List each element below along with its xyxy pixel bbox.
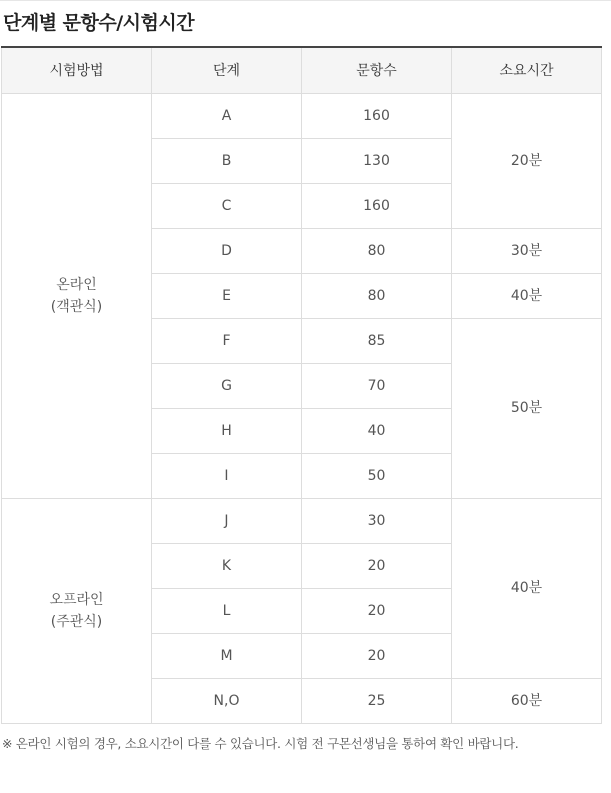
table-header-row	[2, 47, 602, 93]
count-cell: 50	[302, 453, 452, 498]
level-cell: M	[152, 633, 302, 678]
table-row	[2, 498, 602, 543]
level-cell: J	[152, 498, 302, 543]
method-offline-label: 오프라인	[49, 591, 104, 608]
duration-cell: 20분	[452, 93, 602, 228]
method-cell-offline	[2, 498, 152, 723]
method-online-type: (객관식)	[50, 298, 103, 315]
level-cell: K	[152, 543, 302, 588]
level-cell: N,O	[152, 678, 302, 723]
method-online-label: 온라인	[56, 276, 97, 293]
count-cell: 20	[302, 543, 452, 588]
method-offline-type: (주관식)	[50, 613, 103, 630]
count-cell: 70	[302, 363, 452, 408]
count-cell: 25	[302, 678, 452, 723]
count-cell: 80	[302, 228, 452, 273]
count-cell: 20	[302, 633, 452, 678]
page-title: 단계별 문항수/시험시간	[3, 12, 195, 34]
duration-cell: 40분	[452, 498, 602, 678]
header-level: 단계	[152, 47, 302, 93]
level-cell: B	[152, 138, 302, 183]
count-cell: 160	[302, 93, 452, 138]
level-cell: E	[152, 273, 302, 318]
count-cell: 20	[302, 588, 452, 633]
count-cell: 40	[302, 408, 452, 453]
footnote: ※ 온라인 시험의 경우, 소요시간이 다를 수 있습니다. 시험 전 구몬선생님을 통하여 확인 바랍니다.	[2, 736, 519, 751]
level-cell: A	[152, 93, 302, 138]
level-cell: F	[152, 318, 302, 363]
table-row	[2, 93, 602, 138]
count-cell: 85	[302, 318, 452, 363]
level-cell: D	[152, 228, 302, 273]
duration-cell: 60분	[452, 678, 602, 723]
method-cell-online	[2, 93, 152, 498]
level-cell: L	[152, 588, 302, 633]
top-divider	[0, 0, 611, 1]
level-cell: I	[152, 453, 302, 498]
duration-cell: 30분	[452, 228, 602, 273]
count-cell: 130	[302, 138, 452, 183]
duration-cell: 40분	[452, 273, 602, 318]
level-cell: C	[152, 183, 302, 228]
header-method: 시험방법	[2, 47, 152, 93]
count-cell: 160	[302, 183, 452, 228]
exam-schedule-table	[1, 46, 602, 724]
header-question-count: 문항수	[302, 47, 452, 93]
level-cell: G	[152, 363, 302, 408]
level-cell: H	[152, 408, 302, 453]
count-cell: 80	[302, 273, 452, 318]
header-duration: 소요시간	[452, 47, 602, 93]
duration-cell: 50분	[452, 318, 602, 498]
count-cell: 30	[302, 498, 452, 543]
